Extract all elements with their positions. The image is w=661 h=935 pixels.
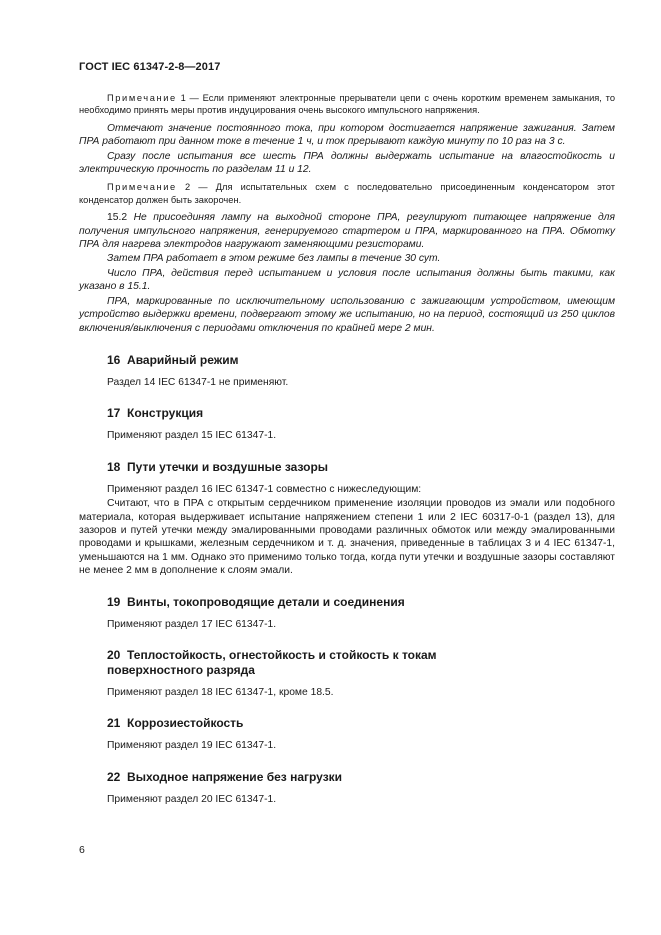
paragraph-15-2	[79, 211, 615, 251]
note-text: 1 — Если применяют электронные прерыватели цепи с очень коротким временем замыкания, то необходимо принять меры против индуцирования очень высокого импульсного напряжения.	[79, 93, 615, 116]
section-heading-21: 21 Коррозиестойкость	[107, 716, 244, 731]
note-1	[79, 92, 615, 117]
note-label: Примечание	[107, 182, 177, 193]
section-19-text: Применяют раздел 17 IEC 61347-1.	[107, 618, 277, 630]
page-content	[79, 92, 615, 806]
section-22-text: Применяют раздел 20 IEC 61347-1.	[107, 793, 277, 805]
note-2	[79, 181, 615, 206]
section-18-text-2: Считают, что в ПРА с открытым сердечником применение изоляции проводов из эмали или подобного материала, которая выдерживает испытание напряжением степени 1 или 2 IEC 60317-0-1 (раздел 13), для зазоров и путей утечки между эмалированными проводами различных обмоток или между эмалированными проводами и крышками, железным сердечником и т. д. значения, приведенные в таблицах 3 и 4 IEC 61347-1, уменьшаются на 1 мм. Однако это применимо только тогда, когда пути утечки и воздушные зазоры составляют не менее 2 мм в дополнение к слоям эмали.	[79, 498, 615, 577]
section-heading-16: 16 Аварийный режим	[107, 352, 239, 367]
note-label: Примечание	[107, 93, 177, 103]
paragraph-dc-current: Отмечают значение постоянного тока, при котором достигается напряжение зажигания. Затем ПРА работают при данном токе в течение 1 ч, и ток прерывают каждую минуту по 10 раз на 3 с.	[79, 122, 615, 148]
section-heading-20: 20 Теплостойкость, огнестойкость и стойкость к токам поверхностного разряда	[107, 647, 437, 677]
section-20-text: Применяют раздел 18 IEC 61347-1, кроме 18.5.	[107, 686, 334, 698]
section-16-text: Раздел 14 IEC 61347-1 не применяют.	[107, 376, 289, 388]
paragraph-after-test: Сразу после испытания все шесть ПРА должны выдержать испытание на влагостойкость и электрическую прочность по разделам 11 и 12.	[79, 150, 615, 176]
page-number: 6	[79, 844, 85, 856]
paragraph-30-days: Затем ПРА работает в этом режиме без лампы в течение 30 сут.	[107, 253, 441, 265]
section-17-text: Применяют раздел 15 IEC 61347-1.	[107, 430, 277, 442]
clause-text: Не присоединяя лампу на выходной стороне ПРА, регулируют питающее напряжение для получения импульсного напряжения, генерируемого стартером и ПРА, маркированного на ПРА. Обмотку ПРА для нагрева электродов нагружают заменяющими резисторами.	[79, 212, 615, 251]
section-heading-19: 19 Винты, токопроводящие детали и соединения	[107, 594, 405, 609]
note-text: 2 — Для испытательных схем с последовательно присоединенным конденсатором этот конденсатор должен быть закорочен.	[79, 182, 615, 205]
section-21-text: Применяют раздел 19 IEC 61347-1.	[107, 740, 277, 752]
clause-number: 15.2	[107, 212, 128, 224]
section-18-text: Применяют раздел 16 IEC 61347-1 совместно с нижеследующим:	[107, 483, 422, 495]
section-heading-17: 17 Конструкция	[107, 406, 204, 421]
section-heading-22: 22 Выходное напряжение без нагрузки	[107, 769, 343, 784]
section-heading-18: 18 Пути утечки и воздушные зазоры	[107, 459, 329, 474]
paragraph-marked-ballasts: ПРА, маркированные по исключительному использованию с зажигающим устройством, имеющим устройство выдержки времени, подвергают этому же испытанию, но на период, состоящий из 250 циклов включения/выключения с периодами отключения по крайней мере 2 мин.	[79, 295, 615, 334]
document-header: ГОСТ IEC 61347-2-8—2017	[79, 61, 221, 73]
paragraph-number-of-ballasts: Число ПРА, действия перед испытанием и условия после испытания должны быть такими, как указано в 15.1.	[79, 267, 615, 293]
